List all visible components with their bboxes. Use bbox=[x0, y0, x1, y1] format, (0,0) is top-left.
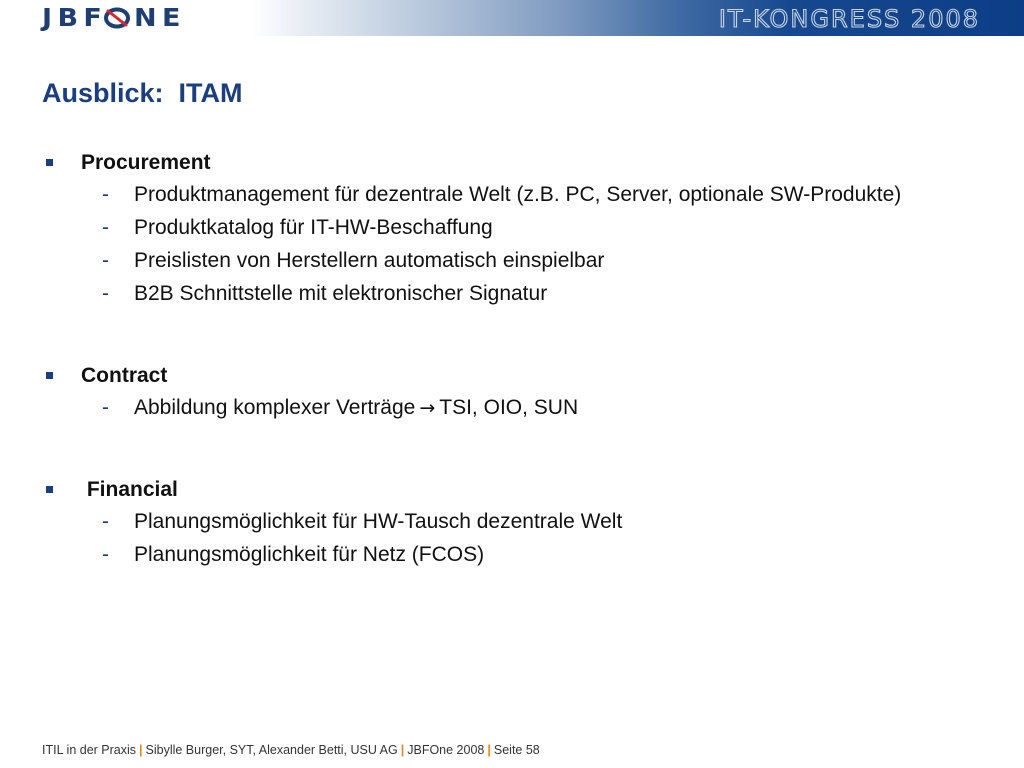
section-heading bbox=[44, 147, 1004, 178]
list-item bbox=[44, 244, 1004, 277]
square-bullet-icon bbox=[46, 372, 53, 379]
list-item bbox=[44, 538, 1004, 571]
footer-part: ITIL in der Praxis bbox=[42, 743, 137, 757]
spacer bbox=[44, 424, 1004, 474]
event-label: IT-KONGRESS 2008 bbox=[718, 5, 980, 33]
footer-separator: | bbox=[487, 743, 491, 757]
footer-part: Sibylle Burger, SYT, Alexander Betti, USU AG bbox=[145, 743, 398, 757]
list-item-text: Planungsmöglichkeit für HW-Tausch dezentrale Welt bbox=[134, 510, 623, 533]
section-financial bbox=[44, 474, 1004, 571]
section-contract bbox=[44, 360, 1004, 424]
footer-separator: | bbox=[139, 743, 143, 757]
list-item-text: Produktmanagement für dezentrale Welt (z.B. PC, Server, optionale SW-Produkte) bbox=[134, 183, 902, 206]
square-bullet-icon bbox=[46, 486, 53, 493]
circle-o-icon bbox=[104, 7, 130, 29]
footer bbox=[42, 743, 540, 757]
dash-bullet: - bbox=[102, 510, 109, 533]
list-item-text: Preislisten von Herstellern automatisch einspielbar bbox=[134, 249, 605, 272]
list-item-text: Planungsmöglichkeit für Netz (FCOS) bbox=[134, 543, 485, 566]
list-item-text: B2B Schnittstelle mit elektronischer Signatur bbox=[134, 282, 548, 305]
slide-content bbox=[44, 147, 1004, 571]
list-item bbox=[44, 391, 1004, 424]
square-bullet-icon bbox=[46, 159, 53, 166]
section-heading-label: Procurement bbox=[81, 151, 211, 174]
footer-part: JBFOne 2008 bbox=[407, 743, 485, 757]
list-item bbox=[44, 505, 1004, 538]
dash-bullet: - bbox=[102, 396, 109, 419]
right-arrow-icon: → bbox=[419, 397, 436, 419]
logo-text-right: NE bbox=[134, 3, 187, 32]
list-item bbox=[44, 211, 1004, 244]
list-item-text: Produktkatalog für IT-HW-Beschaffung bbox=[134, 216, 493, 239]
jbfone-logo bbox=[42, 3, 187, 32]
footer-separator: | bbox=[400, 743, 405, 757]
list-item-text-before: Abbildung komplexer Verträge bbox=[134, 396, 416, 419]
dash-bullet: - bbox=[102, 282, 109, 305]
dash-bullet: - bbox=[102, 543, 109, 566]
section-heading bbox=[44, 360, 1004, 391]
spacer bbox=[44, 310, 1004, 360]
section-heading bbox=[44, 474, 1004, 505]
dash-bullet: - bbox=[102, 183, 109, 206]
section-heading-label: Financial bbox=[81, 478, 178, 501]
dash-bullet: - bbox=[102, 216, 109, 239]
dash-bullet: - bbox=[102, 249, 109, 272]
section-procurement bbox=[44, 147, 1004, 310]
footer-part: Seite 58 bbox=[493, 743, 540, 757]
logo-text-left: JBF bbox=[42, 3, 108, 32]
header-bar bbox=[0, 0, 1024, 36]
section-heading-label: Contract bbox=[81, 364, 168, 387]
slide-title: Ausblick: ITAM bbox=[42, 78, 243, 108]
list-item bbox=[44, 178, 1004, 211]
list-item-text-after: TSI, OIO, SUN bbox=[439, 396, 579, 419]
list-item bbox=[44, 277, 1004, 310]
list-item-text bbox=[134, 391, 578, 425]
